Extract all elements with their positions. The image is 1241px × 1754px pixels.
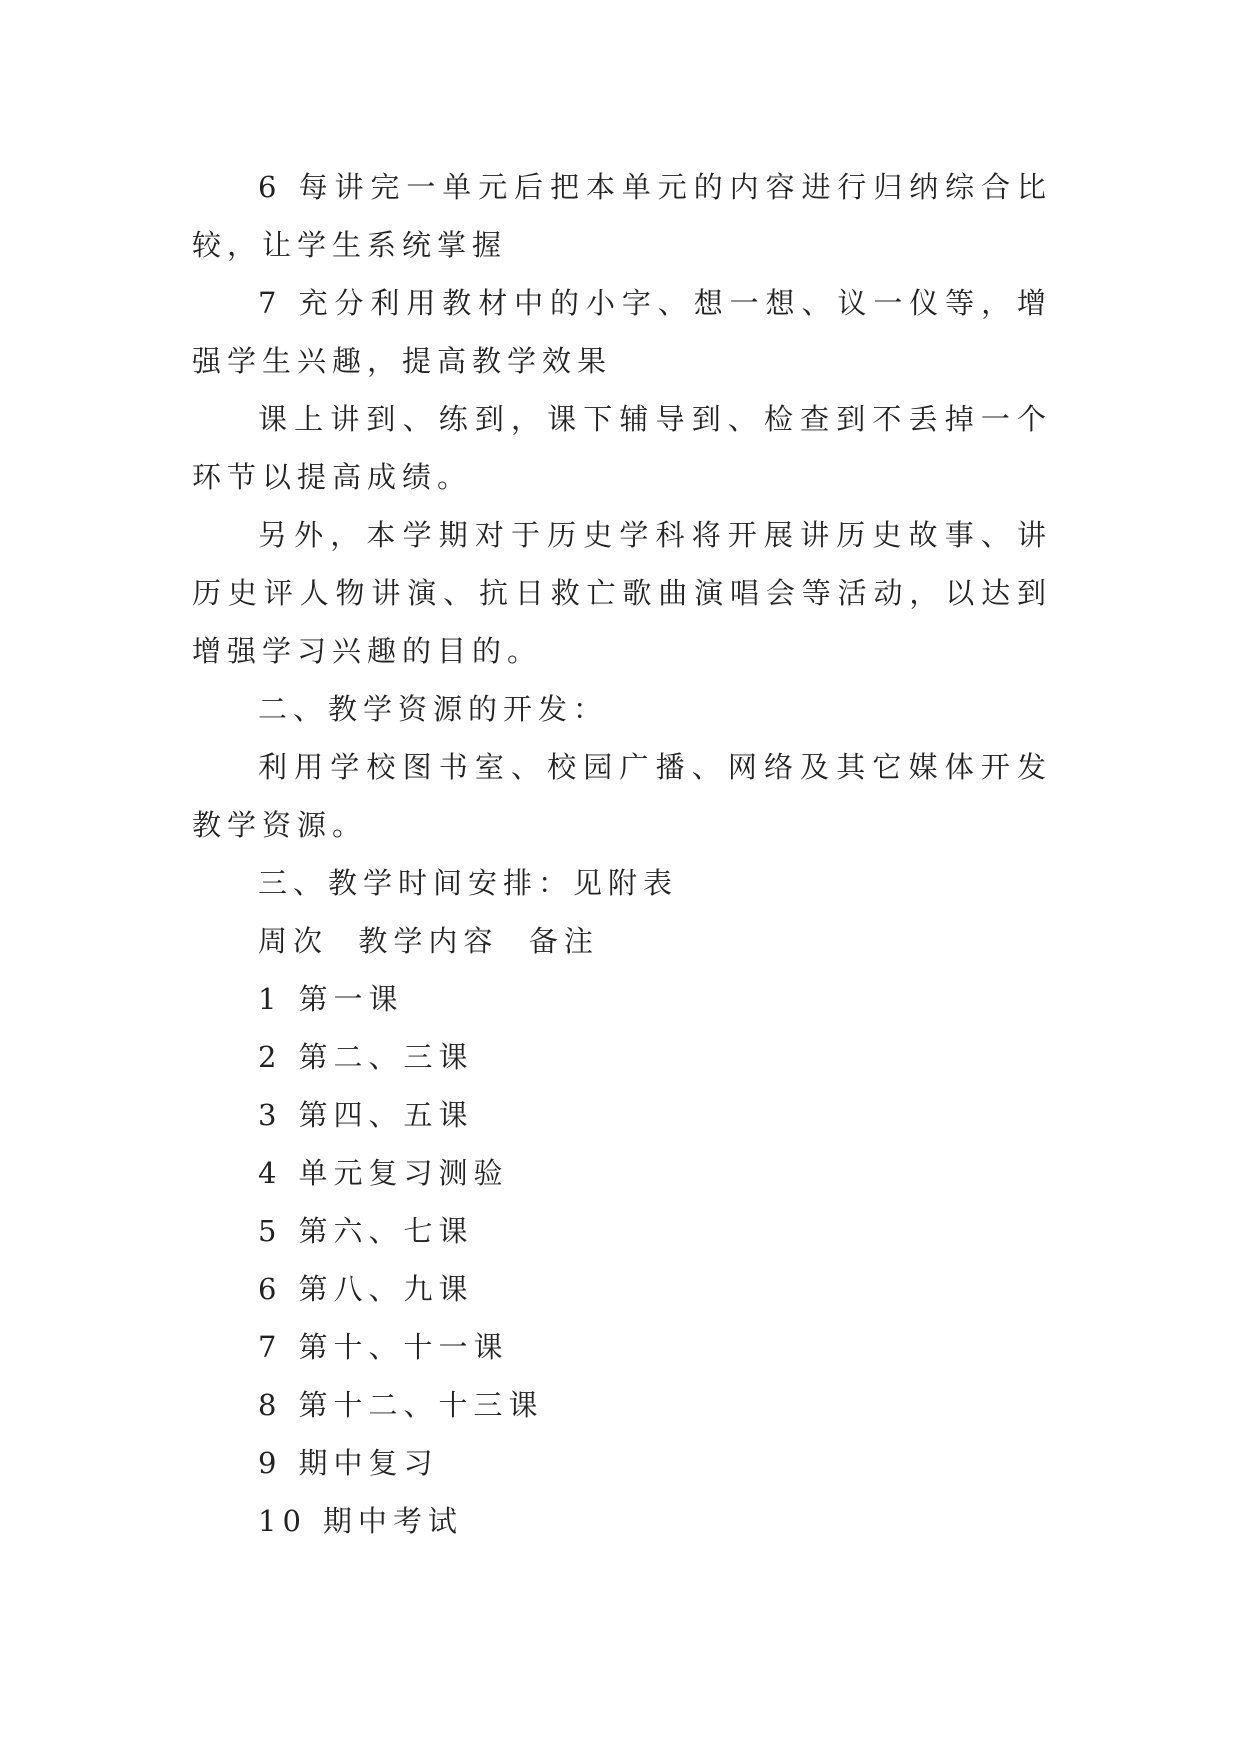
schedule-content: 期中复习 bbox=[298, 1446, 439, 1480]
paragraph-activities: 另外，本学期对于历史学科将开展讲历史故事、讲历史评人物讲演、抗日救亡歌曲演唱会等活动，以达到增强学习兴趣的目的。 bbox=[192, 518, 1052, 668]
schedule-row bbox=[192, 1492, 1052, 1550]
section-heading-resources: 二、教学资源的开发： bbox=[258, 692, 609, 726]
schedule-content: 期中考试 bbox=[322, 1504, 463, 1538]
schedule-row bbox=[192, 1260, 1052, 1318]
schedule-week: 6 bbox=[258, 1272, 283, 1306]
schedule-row bbox=[192, 1202, 1052, 1260]
schedule-row bbox=[192, 970, 1052, 1028]
schedule-row bbox=[192, 1318, 1052, 1376]
schedule-content: 单元复习测验 bbox=[298, 1156, 509, 1190]
schedule-content: 第十、十一课 bbox=[298, 1330, 509, 1364]
paragraph-item-6: 6 每讲完一单元后把本单元的内容进行归纳综合比较，让学生系统掌握 bbox=[192, 170, 1052, 262]
schedule-row bbox=[192, 1086, 1052, 1144]
schedule-week: 7 bbox=[258, 1330, 283, 1364]
schedule-row bbox=[192, 1434, 1052, 1492]
schedule-content: 第二、三课 bbox=[298, 1040, 474, 1074]
paragraph-item-7: 7 充分利用教材中的小字、想一想、议一仪等，增强学生兴趣，提高教学效果 bbox=[192, 286, 1052, 378]
schedule-content: 第一课 bbox=[298, 982, 404, 1016]
schedule-week: 10 bbox=[258, 1504, 307, 1538]
schedule-week: 5 bbox=[258, 1214, 283, 1248]
schedule-row bbox=[192, 1028, 1052, 1086]
schedule-row bbox=[192, 1144, 1052, 1202]
schedule-week: 9 bbox=[258, 1446, 283, 1480]
schedule-content: 第六、七课 bbox=[298, 1214, 474, 1248]
paragraph-resources: 利用学校图书室、校园广播、网络及其它媒体开发教学资源。 bbox=[192, 750, 1052, 842]
schedule-week: 3 bbox=[258, 1098, 283, 1132]
paragraph-classroom: 课上讲到、练到，课下辅导到、检查到不丢掉一个环节以提高成绩。 bbox=[192, 402, 1052, 494]
schedule-header: 周次 教学内容 备注 bbox=[258, 924, 599, 958]
schedule-week: 8 bbox=[258, 1388, 283, 1422]
schedule-week: 2 bbox=[258, 1040, 283, 1074]
document-body bbox=[192, 158, 1052, 1550]
schedule-week: 1 bbox=[258, 982, 283, 1016]
schedule-row bbox=[192, 1376, 1052, 1434]
section-heading-schedule: 三、教学时间安排：见附表 bbox=[258, 866, 679, 900]
schedule-content: 第十二、十三课 bbox=[298, 1388, 544, 1422]
schedule-content: 第四、五课 bbox=[298, 1098, 474, 1132]
schedule-content: 第八、九课 bbox=[298, 1272, 474, 1306]
schedule-week: 4 bbox=[258, 1156, 283, 1190]
schedule-list bbox=[192, 970, 1052, 1550]
